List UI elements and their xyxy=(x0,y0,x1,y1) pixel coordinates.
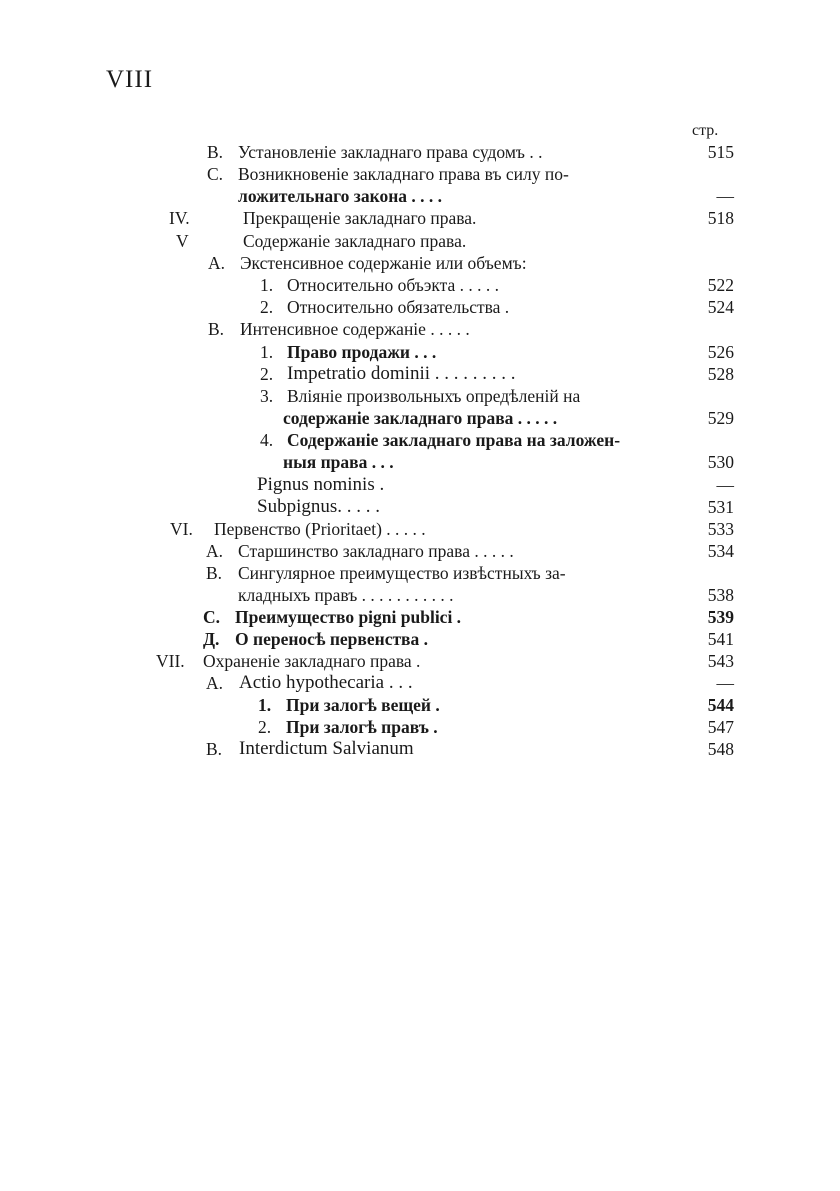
entry-number: VII. xyxy=(156,651,185,671)
toc-entry xyxy=(0,672,840,694)
entry-page: 538 xyxy=(707,585,734,605)
entry-title: Относительно обязательства . xyxy=(287,297,510,317)
entry-title: Возникновеніе закладнаго права въ силу по- xyxy=(238,164,569,184)
toc-entry xyxy=(0,230,840,252)
entry-number: A. xyxy=(206,673,224,693)
toc-entry xyxy=(0,496,840,518)
entry-title: Охраненіе закладнаго права . xyxy=(203,651,421,671)
entry-number: C. xyxy=(203,607,221,627)
entry-number: 1. xyxy=(260,342,274,362)
entry-page: 524 xyxy=(707,297,734,317)
entry-page: 515 xyxy=(707,142,734,162)
toc-entry xyxy=(0,716,840,738)
toc-entry xyxy=(0,185,840,207)
entry-title: Сингулярное преимущество извѣстныхъ за- xyxy=(238,563,566,583)
entry-title: Относительно объэкта . . . . . xyxy=(287,275,500,295)
entry-page: 529 xyxy=(707,408,734,428)
entry-title: Вліяніе произвольныхъ опредѣленій на xyxy=(287,386,581,406)
entry-page: 544 xyxy=(707,695,734,715)
toc-entry xyxy=(0,141,840,163)
entry-title: Содержаніе закладнаго права. xyxy=(243,231,467,251)
entry-title: содержаніе закладнаго права . . . . . xyxy=(283,408,558,428)
entry-page: 543 xyxy=(707,651,734,671)
entry-number: B. xyxy=(207,142,224,162)
toc-entry xyxy=(0,474,840,496)
entry-title: Actio hypothecaria . . . xyxy=(239,672,413,693)
toc-entry xyxy=(0,385,840,407)
entry-number: 3. xyxy=(260,386,274,406)
toc-entry xyxy=(0,363,840,385)
entry-page: — xyxy=(716,475,734,495)
toc-entry xyxy=(0,274,840,296)
entry-title: Экстенсивное содержаніе или объемъ: xyxy=(240,253,527,273)
entry-page: 533 xyxy=(707,519,734,539)
entry-page: 539 xyxy=(707,607,734,627)
toc-entry xyxy=(0,628,840,650)
entry-title: Subpignus. . . . . xyxy=(257,496,380,517)
entry-title: Первенство (Prioritaet) . . . . . xyxy=(214,519,426,539)
entry-title: При залогѣ вещей . xyxy=(286,695,440,715)
entry-number: 4. xyxy=(260,430,274,450)
toc-entry xyxy=(0,606,840,628)
toc-entry xyxy=(0,518,840,540)
entry-number: 2. xyxy=(258,717,272,737)
entry-page: 541 xyxy=(707,629,734,649)
entry-title: Преимущество pigni publici . xyxy=(235,607,462,627)
entry-number: V xyxy=(176,231,189,251)
entry-number: B. xyxy=(206,739,223,759)
entry-number: 2. xyxy=(260,297,274,317)
entry-page: 534 xyxy=(707,541,734,561)
entry-number: 2. xyxy=(260,364,274,384)
entry-number: A. xyxy=(206,541,224,561)
entry-page: 548 xyxy=(707,739,734,759)
entry-title: Прекращеніе закладнаго права. xyxy=(243,208,477,228)
toc-entry xyxy=(0,207,840,229)
entry-title: ложительнаго закона . . . . xyxy=(238,186,443,206)
entry-page: 522 xyxy=(707,275,734,295)
entry-title: Старшинство закладнаго права . . . . . xyxy=(238,541,514,561)
entry-title: ныя права . . . xyxy=(283,452,394,472)
toc-entry xyxy=(0,296,840,318)
entry-number: B. xyxy=(208,319,225,339)
toc-entry xyxy=(0,252,840,274)
entry-page: 547 xyxy=(707,717,734,737)
entry-number: 1. xyxy=(258,695,272,715)
toc-entry xyxy=(0,318,840,340)
toc-entry xyxy=(0,341,840,363)
entry-title: кладныхъ правъ . . . . . . . . . . . xyxy=(238,585,454,605)
toc-entry xyxy=(0,738,840,760)
entry-title: Pignus nominis . xyxy=(257,474,385,495)
entry-page: 528 xyxy=(707,364,734,384)
entry-page: 530 xyxy=(707,452,734,472)
entry-page: 518 xyxy=(707,208,734,228)
entry-title: Impetratio dominii . . . . . . . . . xyxy=(287,363,516,384)
entry-page: — xyxy=(716,673,734,693)
entry-number: VI. xyxy=(170,519,193,539)
toc-entry xyxy=(0,694,840,716)
toc-entry xyxy=(0,584,840,606)
entry-title: Interdictum Salvianum xyxy=(239,738,414,759)
page-column-label: стр. xyxy=(692,122,719,139)
entry-title: О переносѣ первенства . xyxy=(235,629,429,649)
entry-title: При залогѣ правъ . xyxy=(286,717,438,737)
toc-entry xyxy=(0,429,840,451)
entry-number: B. xyxy=(206,563,223,583)
entry-page: 526 xyxy=(707,342,734,362)
entry-number: IV. xyxy=(169,208,190,228)
entry-number: A. xyxy=(208,253,226,273)
page-number: VIII xyxy=(106,66,154,93)
entry-number: 1. xyxy=(260,275,274,295)
entry-number: Д. xyxy=(203,629,220,649)
entry-title: Право продажи . . . xyxy=(287,342,437,362)
entry-page: 531 xyxy=(707,497,734,517)
entry-number: C. xyxy=(207,164,224,184)
toc-entry xyxy=(0,650,840,672)
entry-title: Установленіе закладнаго права судомъ . . xyxy=(238,142,543,162)
entry-title: Содержаніе закладнаго права на заложен- xyxy=(287,430,621,450)
toc-entry xyxy=(0,562,840,584)
entry-title: Интенсивное содержаніе . . . . . xyxy=(240,319,470,339)
toc-entry xyxy=(0,540,840,562)
toc-entry xyxy=(0,163,840,185)
toc-entry xyxy=(0,451,840,473)
entry-page: — xyxy=(716,186,734,206)
toc-entry xyxy=(0,407,840,429)
